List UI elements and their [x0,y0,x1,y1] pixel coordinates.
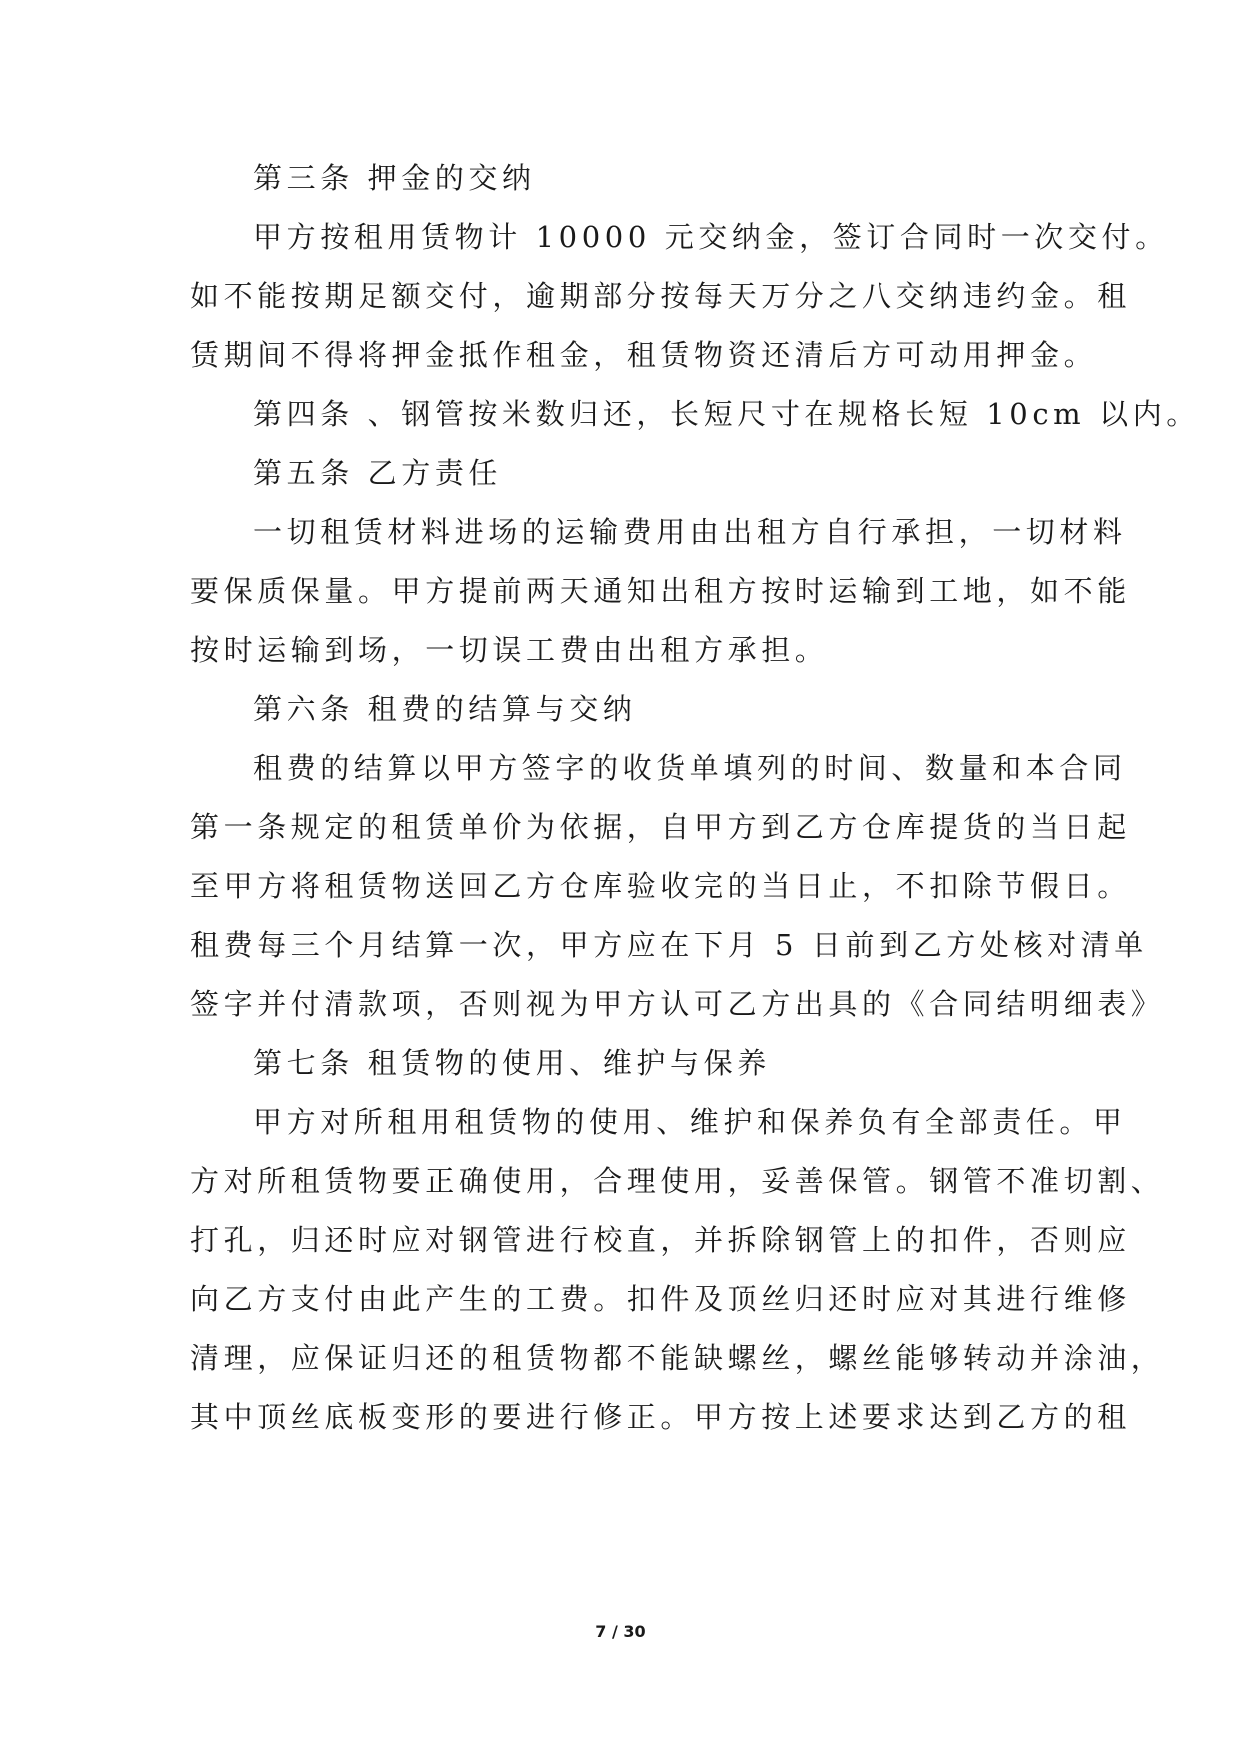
paragraph-line: 其中顶丝底板变形的要进行修正。甲方按上述要求达到乙方的租 [190,1400,1131,1434]
paragraph-line: 甲方按租用赁物计 10000 元交纳金，签订合同时一次交付。 [253,220,1169,254]
paragraph-line: 赁期间不得将押金抵作租金，租赁物资还清后方可动用押金。 [190,338,1098,372]
paragraph-line: 第一条规定的租赁单价为依据，自甲方到乙方仓库提货的当日起 [190,810,1131,844]
paragraph-line: 至甲方将租赁物送回乙方仓库验收完的当日止，不扣除节假日。 [190,869,1131,903]
paragraph-line: 按时运输到场，一切误工费由出租方承担。 [190,633,829,667]
paragraph-line: 甲方对所租用租赁物的使用、维护和保养负有全部责任。甲 [253,1105,1127,1139]
paragraph-line: 签字并付清款项，否则视为甲方认可乙方出具的《合同结明细表》 [190,987,1165,1021]
clause-7-heading: 第七条 租赁物的使用、维护与保养 [253,1046,771,1080]
paragraph-line: 如不能按期足额交付，逾期部分按每天万分之八交纳违约金。租 [190,279,1131,313]
clause-4-heading: 第四条 、钢管按米数归还，长短尺寸在规格长短 10cm 以内。 [253,397,1200,431]
paragraph-line: 方对所租赁物要正确使用，合理使用，妥善保管。钢管不准切割、 [190,1164,1165,1198]
paragraph-line: 要保质保量。甲方提前两天通知出租方按时运输到工地，如不能 [190,574,1131,608]
paragraph-line: 打孔，归还时应对钢管进行校直，并拆除钢管上的扣件，否则应 [190,1223,1131,1257]
paragraph-line: 租费每三个月结算一次，甲方应在下月 5 日前到乙方处核对清单 [190,928,1148,962]
clause-6-heading: 第六条 租费的结算与交纳 [253,692,637,726]
paragraph-line: 向乙方支付由此产生的工费。扣件及顶丝归还时应对其进行维修 [190,1282,1131,1316]
clause-5-heading: 第五条 乙方责任 [253,456,503,490]
paragraph-line: 租费的结算以甲方签字的收货单填列的时间、数量和本合同 [253,751,1127,785]
page-number: 7 / 30 [595,1622,646,1641]
paragraph-line: 一切租赁材料进场的运输费用由出租方自行承担，一切材料 [253,515,1127,549]
clause-3-heading: 第三条 押金的交纳 [253,161,536,195]
paragraph-line: 清理，应保证归还的租赁物都不能缺螺丝，螺丝能够转动并涂油， [190,1341,1165,1375]
